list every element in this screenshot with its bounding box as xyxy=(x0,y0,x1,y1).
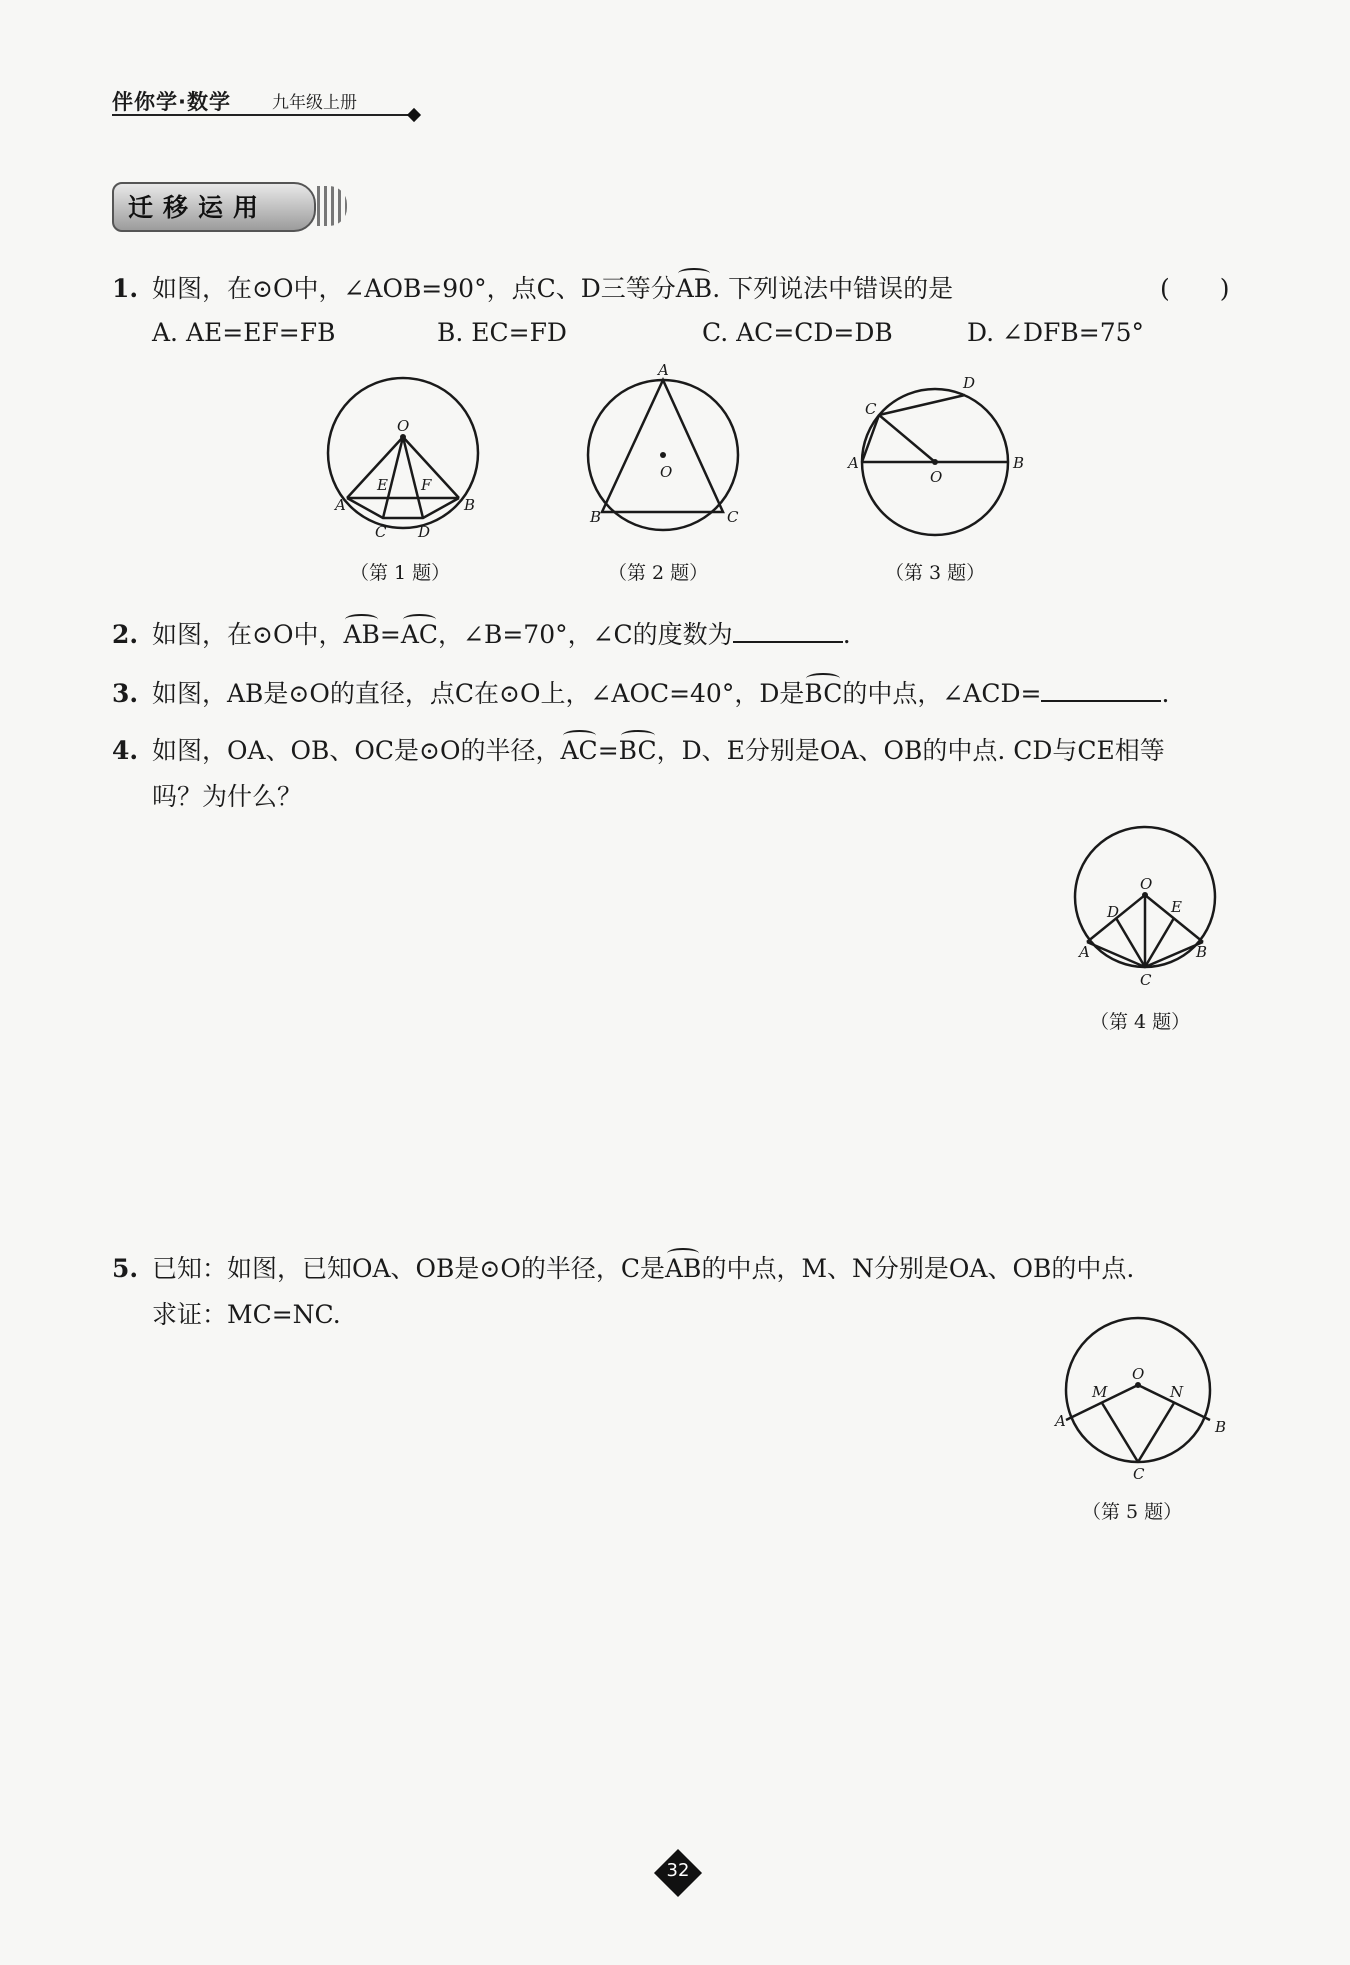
section-badge-stripes xyxy=(317,186,347,226)
figure-1 xyxy=(325,365,485,545)
figure-2-center-dot xyxy=(660,452,666,458)
figure-3-chord-cd xyxy=(879,395,965,415)
figure-5-segment-nc xyxy=(1138,1403,1174,1462)
question-4-equals: = xyxy=(597,736,619,765)
figure-1-label-c: C xyxy=(375,523,387,541)
figure-1-label-d: D xyxy=(418,523,431,541)
figure-3 xyxy=(845,370,1035,550)
figure-3-caption: （第 3 题） xyxy=(885,562,986,584)
question-4-arc-2: BC xyxy=(619,728,657,774)
figure-5-segment-mc xyxy=(1102,1403,1138,1462)
figure-5-circle xyxy=(1066,1318,1210,1462)
question-3-text: 如图，AB是⊙O的直径，点C在⊙O上，∠AOC=40°，D是 xyxy=(152,679,805,708)
question-1-number: 1. xyxy=(112,274,139,303)
section-badge xyxy=(112,182,337,232)
figure-2 xyxy=(585,361,755,545)
figure-5-label-n: N xyxy=(1170,1383,1184,1401)
question-3 xyxy=(112,670,1169,717)
figure-5-label-a: A xyxy=(1055,1412,1066,1430)
question-2-equals: = xyxy=(379,620,401,649)
question-5-text: 已知：如图，已知OA、OB是⊙O的半径，C是 xyxy=(152,1254,665,1283)
question-2-text: 如图，在⊙O中， xyxy=(152,620,344,649)
question-5-arc: AB xyxy=(665,1246,701,1292)
header-rule xyxy=(112,114,412,116)
question-1-text: 如图，在⊙O中，∠AOB=90°，点C、D三等分 xyxy=(152,274,676,303)
section-title: 迁移运用 xyxy=(128,193,269,222)
question-2 xyxy=(112,611,851,658)
question-3-number: 3. xyxy=(112,679,139,708)
question-3-text-end: 的中点，∠ACD= xyxy=(842,679,1042,708)
option-d: D. ∠DFB=75° xyxy=(967,318,1145,347)
figure-1-label-o: O xyxy=(397,417,410,435)
option-c: C. AC=CD=DB xyxy=(702,318,893,347)
page-number-badge xyxy=(655,1850,701,1896)
answer-parentheses: ( ) xyxy=(1160,274,1230,303)
figure-3-label-d: D xyxy=(963,374,976,392)
figure-3-label-b: B xyxy=(1013,454,1025,472)
question-5-number: 5. xyxy=(112,1254,139,1283)
option-a: A. AE=EF=FB xyxy=(152,318,336,347)
figure-4-label-d: D xyxy=(1107,903,1120,921)
question-3-answer-blank[interactable] xyxy=(1041,670,1161,702)
figure-4-label-e: E xyxy=(1171,898,1182,916)
figure-4-label-c: C xyxy=(1140,971,1152,989)
figure-3-chord-ac xyxy=(862,415,879,462)
figure-5-label-b: B xyxy=(1215,1418,1227,1436)
figure-5-label-c: C xyxy=(1133,1465,1145,1483)
figure-2-caption: （第 2 题） xyxy=(608,562,709,584)
question-1 xyxy=(112,266,953,312)
figure-1-circle xyxy=(328,378,478,528)
book-title: 伴你学·数学 xyxy=(112,90,231,114)
question-3-arc: BC xyxy=(804,671,842,717)
figure-1-label-f: F xyxy=(421,476,432,494)
question-2-text-end: ，∠B=70°，∠C的度数为 xyxy=(438,620,733,649)
figure-5 xyxy=(1050,1310,1240,1485)
figure-1-label-e: E xyxy=(377,476,388,494)
question-2-number: 2. xyxy=(112,620,139,649)
question-4-line-2: 吗？为什么？ xyxy=(152,782,303,811)
figure-4-label-b: B xyxy=(1196,943,1208,961)
figure-4 xyxy=(1065,825,1235,1000)
question-4-text-end: ，D、E分别是OA、OB的中点. CD与CE相等 xyxy=(656,736,1165,765)
question-3-period: . xyxy=(1161,679,1170,708)
figure-5-label-o: O xyxy=(1132,1365,1145,1383)
figure-2-triangle-abc xyxy=(602,380,723,512)
figure-2-label-b: B xyxy=(590,508,602,526)
figure-1-label-b: B xyxy=(464,496,476,514)
question-1-arc: AB xyxy=(676,266,712,312)
figure-2-label-c: C xyxy=(727,508,739,526)
page-number: 32 xyxy=(666,1860,690,1881)
question-1-options xyxy=(152,310,1232,356)
header-diamond-icon xyxy=(407,108,421,122)
question-2-period: . xyxy=(842,620,851,649)
question-4-number: 4. xyxy=(112,736,139,765)
figure-3-label-a: A xyxy=(848,454,859,472)
question-1-text-end: . 下列说法中错误的是 xyxy=(712,274,954,303)
question-2-arc-1: AB xyxy=(343,612,379,658)
figure-2-label-a: A xyxy=(658,361,669,379)
question-2-answer-blank[interactable] xyxy=(733,611,843,643)
question-5 xyxy=(112,1246,1134,1292)
question-4 xyxy=(112,728,1165,774)
question-5-line-2: 求证：MC=NC. xyxy=(152,1300,341,1329)
figure-3-radius-oc xyxy=(879,415,935,462)
figure-5-caption: （第 5 题） xyxy=(1082,1501,1183,1523)
figure-5-label-m: M xyxy=(1092,1383,1108,1401)
figure-1-chords-acdb xyxy=(347,498,459,518)
page-header xyxy=(112,86,422,116)
question-4-text: 如图，OA、OB、OC是⊙O的半径， xyxy=(152,736,561,765)
figure-4-label-a: A xyxy=(1079,943,1090,961)
figure-3-label-c: C xyxy=(865,400,877,418)
figure-1-label-a: A xyxy=(335,496,346,514)
question-5-text-end: 的中点，M、N分别是OA、OB的中点. xyxy=(701,1254,1135,1283)
figure-1-caption: （第 1 题） xyxy=(350,562,451,584)
question-4-arc-1: AC xyxy=(561,728,598,774)
figure-4-caption: （第 4 题） xyxy=(1090,1011,1191,1033)
figure-4-label-o: O xyxy=(1140,875,1153,893)
figure-3-center-dot xyxy=(932,459,938,465)
question-2-arc-2: AC xyxy=(401,612,438,658)
option-b: B. EC=FD xyxy=(437,318,567,347)
figure-2-label-o: O xyxy=(660,463,673,481)
figure-3-label-o: O xyxy=(930,468,943,486)
book-subtitle: 九年级上册 xyxy=(272,93,357,113)
